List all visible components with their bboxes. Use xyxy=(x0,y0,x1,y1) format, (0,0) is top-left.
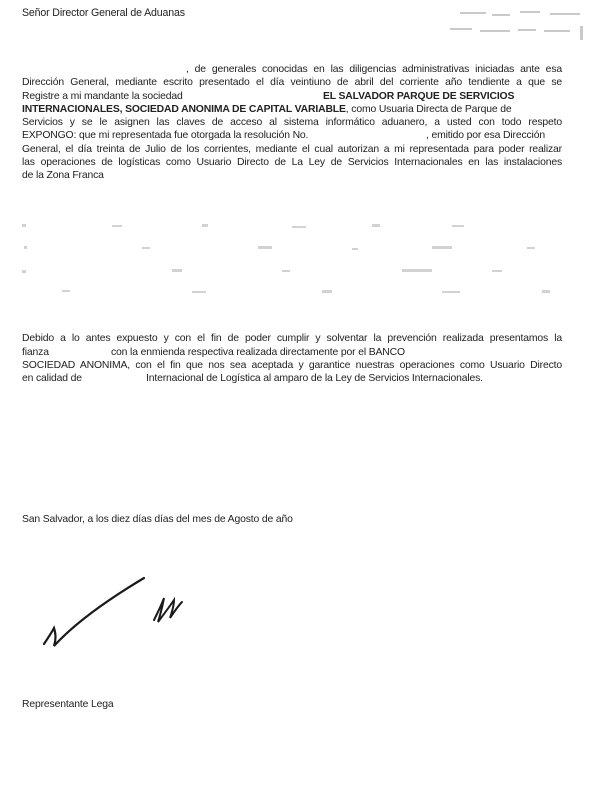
paragraph2-line-4-b: Internacional de Logística al amparo de la Ley de Servicios Internacionales. xyxy=(146,373,483,384)
faint-stamp-mark xyxy=(440,6,590,46)
addressee: Señor Director General de Aduanas xyxy=(22,7,185,19)
paragraph1-line-6-b: , emitido por esa Dirección xyxy=(426,130,545,141)
paragraph1-line-9: de la Zona Franca xyxy=(22,170,104,181)
paragraph1-line-3-a: Registre a mi mandante la sociedad xyxy=(22,91,183,102)
paragraph2-line-4 xyxy=(22,373,562,385)
paragraph1-line-4 xyxy=(22,104,562,116)
paragraph1-line-1: , de generales conocidas en las diligencias administrativas iniciadas ante esa xyxy=(186,64,562,75)
paragraph2-line-3: SOCIEDAD ANONIMA, con el fin que nos sea aceptada y garantice nuestras operaciones como Usuario Directo xyxy=(22,360,562,371)
faded-text-block xyxy=(22,220,562,300)
paragraph1-line-3 xyxy=(22,91,562,103)
paragraph2-line-2-a: fianza xyxy=(22,347,49,358)
paragraph1-line-7: General, el día treinta de Julio de los corrientes, mediante el cual autorizan a mi representada para poder realizar xyxy=(22,144,562,155)
paragraph1-line-5: Servicios y se le asignen las claves de acceso al sistema informático aduanero, a usted con todo respeto xyxy=(22,117,562,128)
signature-title: Representante Lega xyxy=(22,699,114,710)
company-name-part-1: EL SALVADOR PARQUE DE SERVICIOS xyxy=(323,91,515,102)
paragraph2-line-2 xyxy=(22,347,562,359)
paragraph1-line-6 xyxy=(22,130,562,142)
paragraph1-line-6-a: EXPONGO: que mi representada fue otorgada la resolución No. xyxy=(22,130,309,141)
paragraph1-line-2: Dirección General, mediante escrito presentado el día veintiuno de abril del corriente año tendiente a que se xyxy=(22,77,562,88)
paragraph2-line-2-b: con la enmienda respectiva realizada directamente por el BANCO xyxy=(111,347,405,358)
closing-date-line: San Salvador, a los diez días días del mes de Agosto de año xyxy=(22,514,293,525)
paragraph1-line-8: las operaciones de logísticas como Usuario Directo de La Ley de Servicios Internacionales en las instalaciones xyxy=(22,157,562,168)
paragraph2-line-1: Debido a lo antes expuesto y con el fin de poder cumplir y solventar la prevención realizada presentamos la xyxy=(22,333,562,344)
paragraph1-line-4-b: , como Usuaria Directa de Parque de xyxy=(345,104,512,115)
paragraph2-line-4-a: en calidad de xyxy=(22,373,82,384)
handwritten-signature xyxy=(34,572,194,652)
company-name-part-2: INTERNACIONALES, SOCIEDAD ANONIMA DE CAPITAL VARIABLE xyxy=(22,104,346,115)
